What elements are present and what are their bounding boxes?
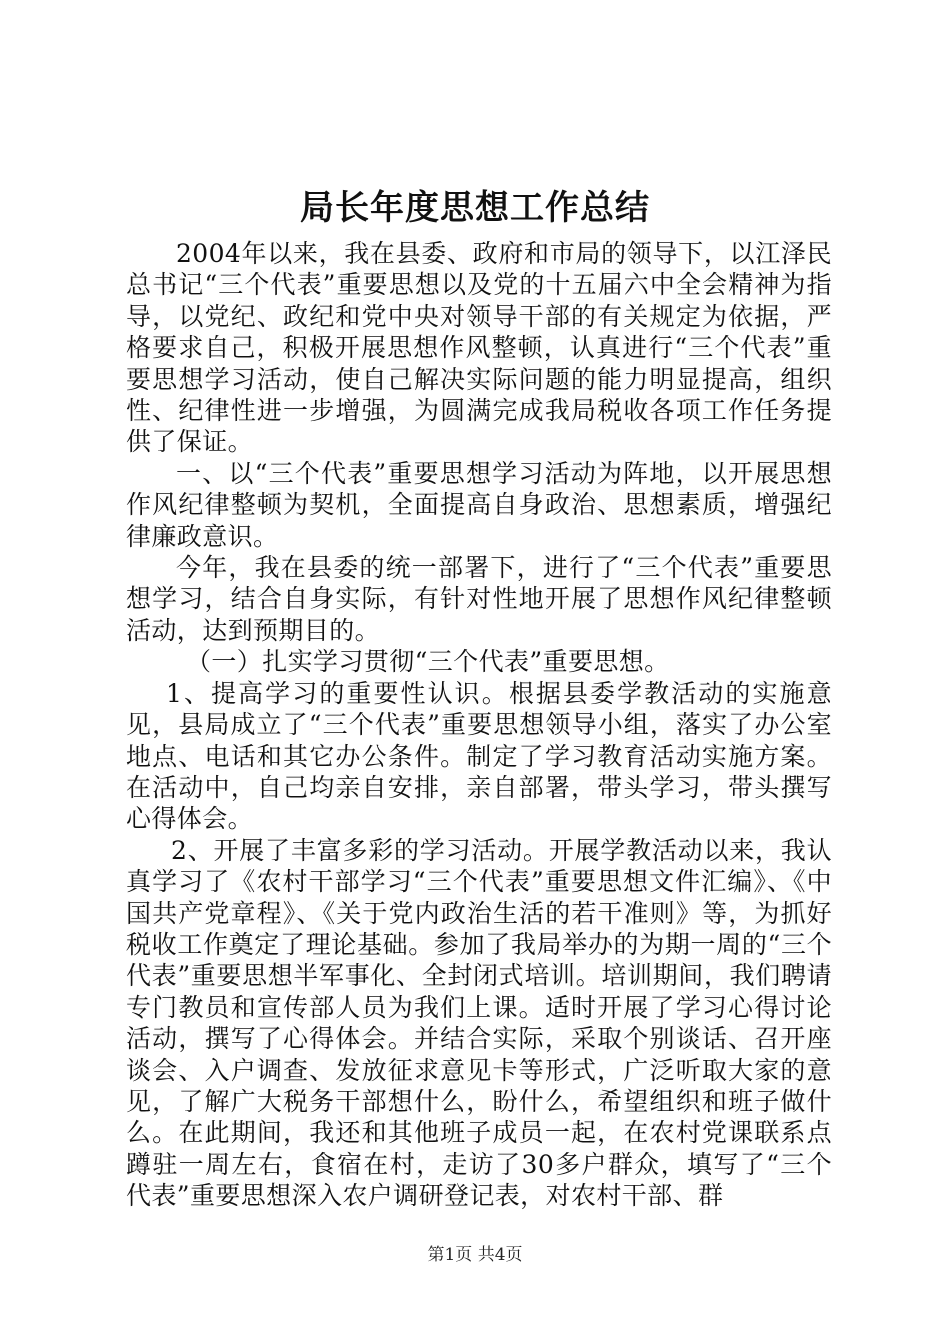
document-body — [126, 238, 832, 1212]
paragraph-item-1: 1、提高学习的重要性认识。根据县委学教活动的实施意见，县局成立了“三个代表”重要思想领导小组，落实了办公室地点、电话和其它办公条件。制定了学习教育活动实施方案。在活动中，自己均亲自安排，亲自部署，带头学习，带头撰写心得体会。 — [126, 678, 832, 834]
document-title: 局长年度思想工作总结 — [300, 188, 650, 228]
paragraph-section-heading: 一、以“三个代表”重要思想学习活动为阵地，以开展思想作风纪律整顿为契机，全面提高自身政治、思想素质，增强纪律廉政意识。 — [126, 458, 832, 551]
paragraph-item-2: 2、开展了丰富多彩的学习活动。开展学教活动以来，我认真学习了《农村干部学习“三个代表”重要思想文件汇编》、《中国共产党章程》、《关于党内政治生活的若干准则》等，为抓好税收工作奠定了理论基础。参加了我局举办的为期一周的“三个代表”重要思想半军事化、全封闭式培训。培训期间，我们聘请专门教员和宣传部人员为我们上课。适时开展了学习心得讨论活动，撰写了心得体会。并结合实际，采取个别谈话、召开座谈会、入户调查、发放征求意见卡等形式，广泛听取大家的意见，了解广大税务干部想什么，盼什么，希望组织和班子做什么。在此期间，我还和其他班子成员一起，在农村党课联系点蹲驻一周左右，食宿在村，走访了30多户群众，填写了“三个代表”重要思想深入农户调研登记表，对农村干部、群 — [126, 835, 832, 1211]
paragraph-subheading: （一）扎实学习贯彻“三个代表”重要思想。 — [186, 647, 670, 677]
paragraph-this-year: 今年，我在县委的统一部署下，进行了“三个代表”重要思想学习，结合自身实际，有针对性地开展了思想作风纪律整顿活动，达到预期目的。 — [126, 553, 832, 645]
page-number: 第1页 共4页 — [427, 1245, 523, 1265]
paragraph-intro: 2004年以来，我在县委、政府和市局的领导下，以江泽民总书记“三个代表”重要思想以及党的十五届六中全会精神为指导，以党纪、政纪和党中央对领导干部的有关规定为依据，严格要求自己，积极开展思想作风整顿，认真进行“三个代表”重要思想学习活动，使自己解决实际问题的能力明显提高，组织性、纪律性进一步增强，为圆满完成我局税收各项工作任务提供了保证。 — [126, 239, 832, 457]
